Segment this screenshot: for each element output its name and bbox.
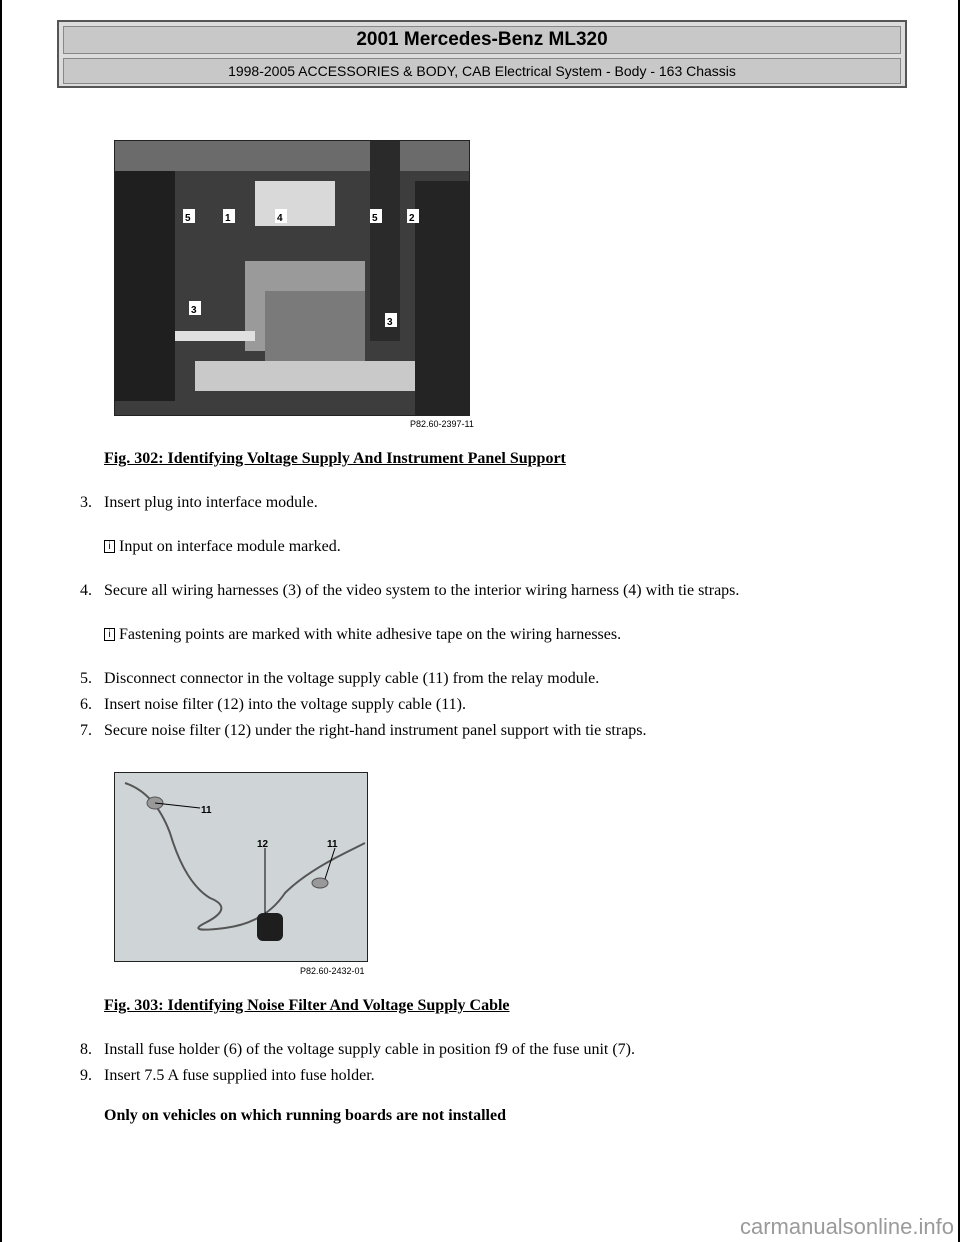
step-number: 7. [80,722,92,739]
callout-11: 11 [201,805,212,816]
figure-303-illustration [115,773,368,962]
callout-5: 5 [185,213,191,224]
callout-12: 12 [257,839,269,850]
step-6 [80,696,466,714]
info-icon: i [104,628,115,641]
page-border-left [0,0,2,1242]
step-number: 4. [80,582,92,599]
step-text: Install fuse holder (6) of the voltage supply cable in position f9 of the fuse unit (7). [104,1041,635,1058]
header-subtitle: 1998-2005 ACCESSORIES & BODY, CAB Electrical System - Body - 163 Chassis [63,58,901,84]
step-4 [80,582,739,600]
step-number: 8. [80,1041,92,1058]
step-text: Insert 7.5 A fuse supplied into fuse holder. [104,1067,375,1084]
step-text: Insert plug into interface module. [104,494,318,511]
step-9 [80,1067,375,1085]
figure-303-photo [114,772,368,962]
callout-5b: 5 [372,213,378,224]
note-text: Fastening points are marked with white adhesive tape on the wiring harnesses. [119,626,622,643]
callout-1: 1 [225,213,231,224]
step-text: Insert noise filter (12) into the voltage supply cable (11). [104,696,466,713]
step-text: Secure all wiring harnesses (3) of the video system to the interior wiring harness (4) with tie straps. [104,582,740,599]
figure-302-code: P82.60-2397-11 [410,419,474,429]
figure-303-code: P82.60-2432-01 [300,966,365,976]
step-number: 3. [80,494,92,511]
info-icon: i [104,540,115,553]
note-2 [104,626,621,644]
step-8 [80,1041,635,1059]
figure-302-photo [114,140,470,416]
figure-302-illustration [115,141,470,416]
figure-302-caption[interactable]: Fig. 302: Identifying Voltage Supply And Instrument Panel Support [104,450,566,467]
step-number: 6. [80,696,92,713]
callout-2: 2 [409,213,415,224]
header-title: 2001 Mercedes-Benz ML320 [63,26,901,54]
callout-11b: 11 [327,839,338,850]
step-5 [80,670,599,688]
step-7 [80,722,647,740]
callout-3b: 3 [387,317,393,328]
watermark: carmanualsonline.info [739,1214,954,1239]
step-number: 5. [80,670,92,687]
note-text: Input on interface module marked. [119,538,341,555]
step-text: Disconnect connector in the voltage supply cable (11) from the relay module. [104,670,600,687]
page-header [57,20,907,88]
callout-3: 3 [191,305,197,316]
figure-303-caption[interactable]: Fig. 303: Identifying Noise Filter And Voltage Supply Cable [104,997,510,1014]
step-text: Secure noise filter (12) under the right-hand instrument panel support with tie straps. [104,722,647,739]
step-3 [80,494,318,512]
callout-4: 4 [277,213,283,224]
step-number: 9. [80,1067,92,1084]
note-1 [104,538,341,556]
section-heading: Only on vehicles on which running boards are not installed [104,1107,506,1124]
